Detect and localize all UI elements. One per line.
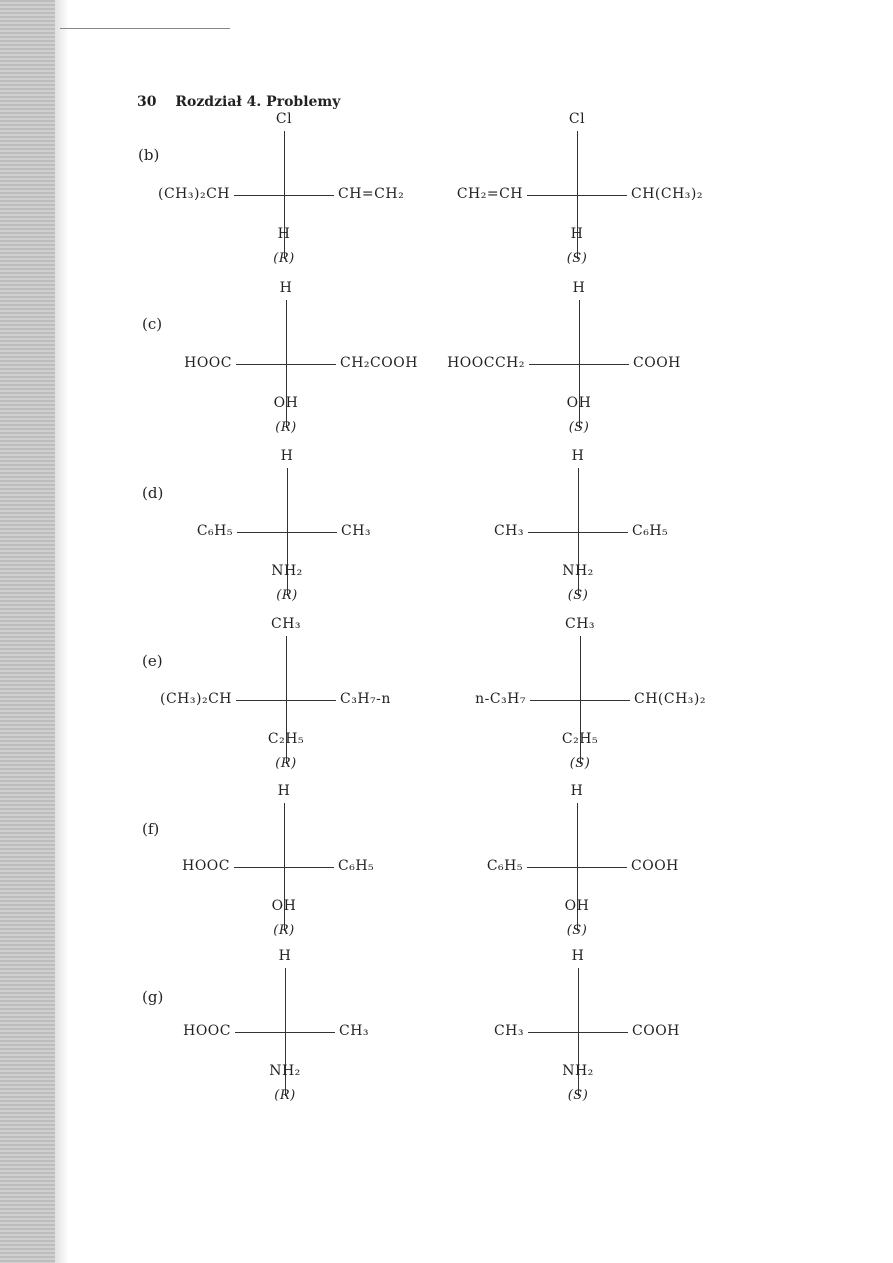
configuration-label: (R) [273, 923, 295, 938]
horizontal-bond [528, 1032, 628, 1033]
top-group: H [572, 280, 586, 296]
right-group: C₃H₇-n [340, 691, 391, 707]
part-label-b: (b) [138, 146, 160, 164]
bottom-group: OH [271, 898, 297, 914]
configuration-label: (S) [567, 1088, 589, 1103]
left-group: HOOC [182, 858, 230, 874]
right-group: CH=CH₂ [338, 186, 405, 202]
horizontal-bond [234, 867, 334, 868]
right-group: CH₂COOH [340, 355, 418, 371]
horizontal-bond [527, 195, 627, 196]
left-group: HOOC [183, 1023, 231, 1039]
configuration-label: (S) [569, 756, 591, 771]
left-group: C₆H₅ [196, 523, 233, 539]
configuration-label: (S) [566, 923, 588, 938]
top-group: CH₃ [564, 616, 596, 632]
configuration-label: (R) [274, 1088, 296, 1103]
top-group: H [280, 448, 294, 464]
right-group: C₆H₅ [338, 858, 375, 874]
right-group: C₆H₅ [632, 523, 669, 539]
left-group: HOOCCH₂ [447, 355, 525, 371]
right-group: CH(CH₃)₂ [631, 186, 703, 202]
bottom-group: OH [273, 395, 299, 411]
right-group: COOH [632, 1023, 680, 1039]
top-group: Cl [275, 111, 293, 127]
configuration-label: (S) [566, 251, 588, 266]
scan-page-edge [0, 0, 55, 1263]
horizontal-bond [234, 195, 334, 196]
right-group: CH₃ [341, 523, 372, 539]
left-group: CH₃ [493, 523, 524, 539]
bottom-group: C₂H₅ [561, 731, 599, 747]
configuration-label: (R) [276, 588, 298, 603]
left-group: CH₂=CH [456, 186, 523, 202]
horizontal-bond [237, 532, 337, 533]
left-group: CH₃ [493, 1023, 524, 1039]
bottom-group: NH₂ [562, 1063, 594, 1079]
left-group: (CH₃)₂CH [160, 691, 232, 707]
part-label-c: (c) [142, 315, 163, 333]
page-header [137, 94, 340, 110]
top-group: H [279, 280, 293, 296]
bottom-group: NH₂ [271, 563, 303, 579]
horizontal-bond [528, 532, 628, 533]
bottom-group: C₂H₅ [267, 731, 305, 747]
part-label-e: (e) [142, 652, 163, 670]
top-group: H [277, 783, 291, 799]
configuration-label: (S) [568, 420, 590, 435]
top-group: H [571, 948, 585, 964]
left-group: C₆H₅ [486, 858, 523, 874]
left-group: n-C₃H₇ [475, 691, 526, 707]
top-rule [60, 28, 230, 29]
horizontal-bond [235, 1032, 335, 1033]
configuration-label: (S) [567, 588, 589, 603]
page-number: 30 [137, 94, 157, 110]
configuration-label: (R) [273, 251, 295, 266]
horizontal-bond [236, 364, 336, 365]
right-group: COOH [633, 355, 681, 371]
horizontal-bond [527, 867, 627, 868]
part-label-g: (g) [142, 988, 164, 1006]
scan-edge-shadow [55, 0, 69, 1263]
right-group: CH₃ [339, 1023, 370, 1039]
horizontal-bond [529, 364, 629, 365]
right-group: CH(CH₃)₂ [634, 691, 706, 707]
top-group: H [571, 448, 585, 464]
part-label-f: (f) [142, 820, 160, 838]
bottom-group: NH₂ [269, 1063, 301, 1079]
right-group: COOH [631, 858, 679, 874]
top-group: Cl [568, 111, 586, 127]
horizontal-bond [530, 700, 630, 701]
bottom-group: OH [564, 898, 590, 914]
bottom-group: H [570, 226, 584, 242]
bottom-group: OH [566, 395, 592, 411]
horizontal-bond [236, 700, 336, 701]
part-label-d: (d) [142, 484, 164, 502]
top-group: H [570, 783, 584, 799]
bottom-group: H [277, 226, 291, 242]
left-group: HOOC [184, 355, 232, 371]
top-group: CH₃ [270, 616, 302, 632]
configuration-label: (R) [275, 420, 297, 435]
configuration-label: (R) [275, 756, 297, 771]
left-group: (CH₃)₂CH [158, 186, 230, 202]
chapter-title: Rozdział 4. Problemy [175, 94, 341, 110]
top-group: H [278, 948, 292, 964]
bottom-group: NH₂ [562, 563, 594, 579]
